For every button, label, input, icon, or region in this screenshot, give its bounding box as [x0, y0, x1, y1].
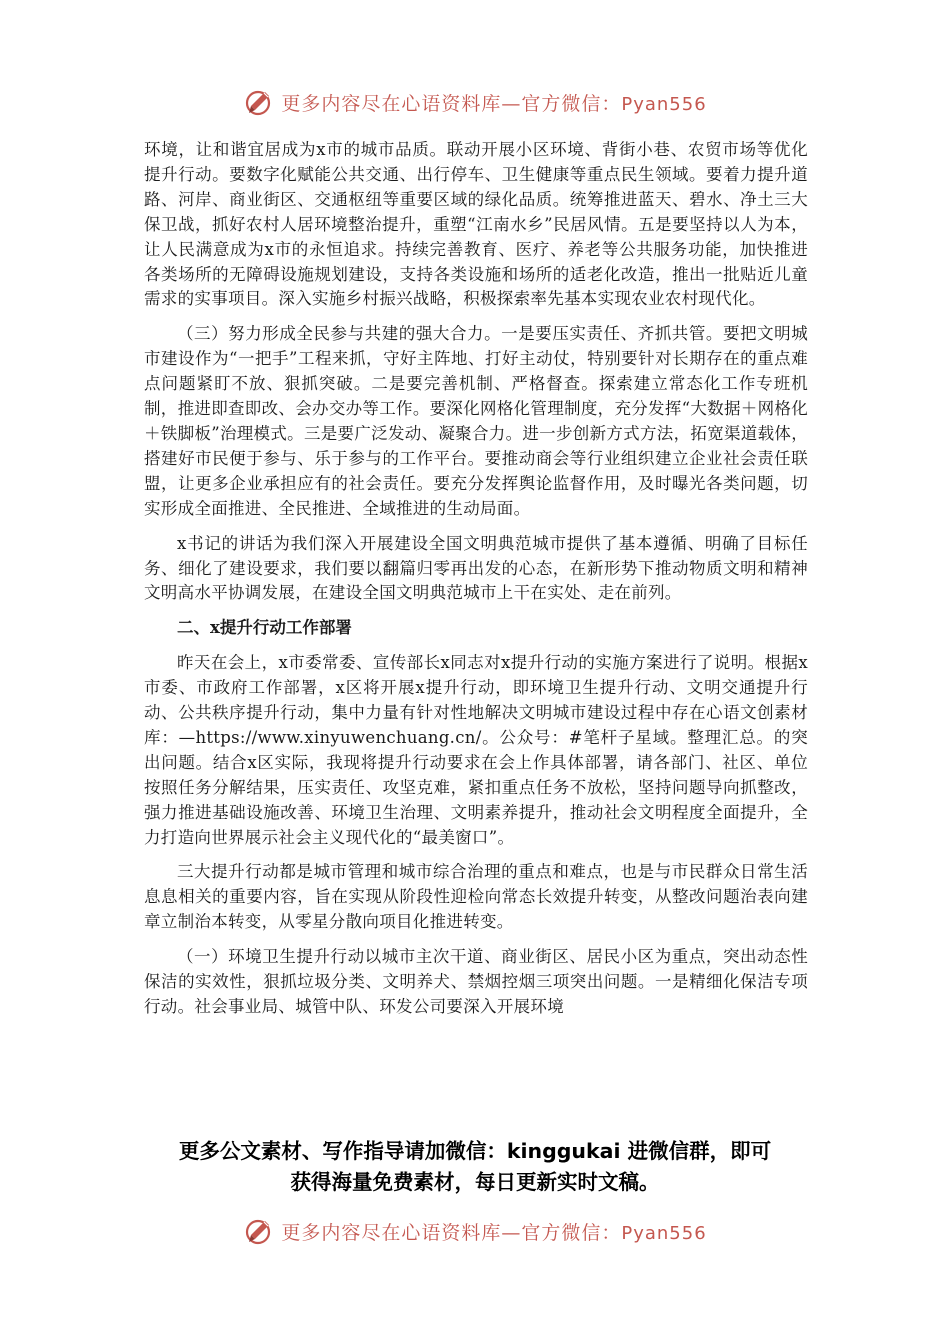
- promo-line-2: 获得海量免费素材，每日更新实时文稿。: [290, 1170, 660, 1194]
- watermark-text: 更多内容尽在心语资料库—官方微信：Pyan556: [281, 1221, 707, 1244]
- document-body: [144, 138, 808, 1030]
- watermark-wechat-id: Pyan556: [621, 1222, 707, 1244]
- paragraph: （三）努力形成全民参与共建的强大合力。一是要压实责任、齐抓共管。要把文明城市建设作为“一把手”工程来抓，守好主阵地、打好主动仗，特别要针对长期存在的重点难点问题紧盯不放、狠抓突破。二是要完善机制、严格督查。探索建立常态化工作专班机制，推进即查即改、会办交办等工作。要深化网格化管理制度，充分发挥“大数据＋网格化＋铁脚板”治理模式。三是要广泛发动、凝聚合力。进一步创新方式方法，拓宽渠道载体，搭建好市民便于参与、乐于参与的工作平台。要推动商会等行业组织建立企业社会责任联盟，让更多企业承担应有的社会责任。要充分发挥舆论监督作用，及时曝光各类问题，切实形成全面推进、全民推进、全域推进的生动局面。: [144, 324, 808, 518]
- header-watermark: [0, 82, 950, 122]
- paragraph: （一）环境卫生提升行动以城市主次干道、商业街区、居民小区为重点，突出动态性保洁的实效性，狠抓垃圾分类、文明养犬、禁烟控烟三项突出问题。一是精细化保洁专项行动。社会事业局、城管中队、环发公司要深入开展环境: [144, 947, 808, 1016]
- footer-watermark: [0, 1211, 950, 1251]
- watermark-text: 更多内容尽在心语资料库—官方微信：Pyan556: [281, 92, 707, 115]
- pen-logo-icon: [243, 1215, 275, 1247]
- promo-banner: [0, 1136, 950, 1198]
- section-heading: 二、x提升行动工作部署: [177, 618, 352, 638]
- paragraph: 三大提升行动都是城市管理和城市综合治理的重点和难点，也是与市民群众日常生活息息相关的重要内容，旨在实现从阶段性迎检向常态长效提升转变，从整改问题治表向建章立制治本转变，从零星分散向项目化推进转变。: [144, 862, 808, 932]
- paragraph: x书记的讲话为我们深入开展建设全国文明典范城市提供了基本遵循、明确了目标任务、细化了建设要求，我们要以翻篇归零再出发的心态，在新形势下推动物质文明和精神文明高水平协调发展，在建设全国文明典范城市上干在实处、走在前列。: [144, 533, 808, 603]
- paragraph: 昨天在会上，x市委常委、宣传部长x同志对x提升行动的实施方案进行了说明。根据x市委、市政府工作部署，x区将开展x提升行动，即环境卫生提升行动、文明交通提升行动、公共秩序提升行动，集中力量有针对性地解决文明城市建设过程中存在心语文创素材库：—https://www.xinyuwenchuang.cn/。公众号：#笔杆子星域。整理汇总。的突出问题。结合x区实际，我现将提升行动要求在会上作具体部署，请各部门、社区、单位按照任务分解结果，压实责任、攻坚克难，紧扣重点任务不放松，坚持问题导向抓整改，强力推进基础设施改善、环境卫生治理、文明素养提升，推动社会文明程度全面提升，全力打造向世界展示社会主义现代化的“最美窗口”。: [144, 653, 808, 847]
- watermark-wechat-id: Pyan556: [621, 93, 707, 115]
- pen-logo-icon: [243, 86, 275, 118]
- promo-line-1: 更多公文素材、写作指导请加微信：kinggukai 进微信群，即可: [178, 1139, 772, 1163]
- paragraph: 环境，让和谐宜居成为x市的城市品质。联动开展小区环境、背街小巷、农贸市场等优化提升行动。要数字化赋能公共交通、出行停车、卫生健康等重点民生领域。要着力提升道路、河岸、商业街区、交通枢纽等重要区域的绿化品质。统筹推进蓝天、碧水、净土三大保卫战，抓好农村人居环境整治提升，重塑“江南水乡”民居风情。五是要坚持以人为本，让人民满意成为x市的永恒追求。持续完善教育、医疗、养老等公共服务功能，加快推进各类场所的无障碍设施规划建设，支持各类设施和场所的适老化改造，推出一批贴近儿童需求的实事项目。深入实施乡村振兴战略，积极探索率先基本实现农业农村现代化。: [144, 140, 808, 309]
